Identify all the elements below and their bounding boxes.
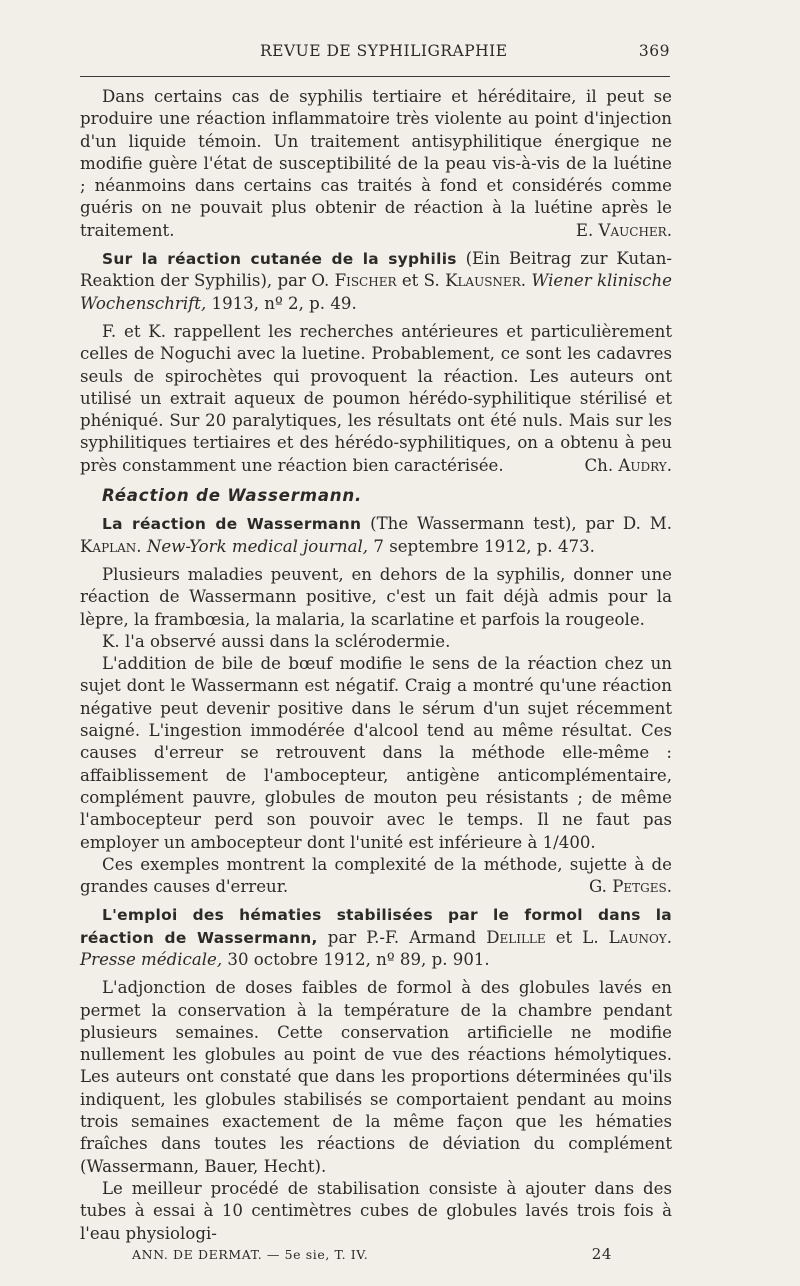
journal-name: Wiener klinische Wochenschrift,	[80, 271, 672, 313]
journal-name: Presse médicale,	[80, 949, 223, 969]
page-footer	[132, 1247, 612, 1269]
article-paragraph: Ces exemples montrent la complexité de la méthode, sujette à de grandes causes d'erreur. G. Petges.	[80, 854, 672, 899]
article-heading: Sur la réaction cutanée de la syphilis (Ein Beitrag zur Kutan-Reaktion der Syphilis), par O. Fischer et S. Klausner. Wiener klinische Wochenschrift, 1913, nº 2, p. 49.	[80, 249, 672, 313]
signature: G. Petges.	[588, 877, 672, 897]
article-heading: L'emploi des hématies stabilisées par le formol dans la réaction de Wassermann, par P.-F. Armand Delille et L. Launoy. Presse médicale, 30 octobre 1912, nº 89, p. 901.	[80, 906, 673, 969]
footer-sheet-number: 24	[591, 1245, 612, 1263]
prev-article-text: Dans certains cas de syphilis tertiaire et héréditaire, il peut se produire une réaction inflammatoire très violente au point d'injection d'un liquide témoin. Un traitement antisyphilitique énergique ne modifie guère l'état de susceptibilité de la peau vis-à-vis de la luétine ; néanmoins dans certains cas traités à fond et considérés comme guéris on ne pouvait plus obtenir de réaction à la luétine après le traitement. E. Vaucher.	[80, 86, 672, 242]
article-paragraph: K. l'a observé aussi dans la sclérodermie.	[102, 631, 451, 651]
page-number: 369	[638, 42, 670, 60]
article-heading: La réaction de Wassermann (The Wassermann test), par D. M. Kaplan. New-York medical journal, 7 septembre 1912, p. 473.	[80, 514, 672, 556]
signature: Ch. Audry.	[584, 455, 672, 475]
signature: E. Vaucher.	[575, 220, 672, 240]
article-title: Sur la réaction cutanée de la syphilis	[102, 250, 457, 269]
article-title: La réaction de Wassermann	[102, 515, 362, 534]
article-paragraph: Plusieurs maladies peuvent, en dehors de la syphilis, donner une réaction de Wassermann positive, c'est un fait déjà admis pour la lèpre, la frambœsia, la malaria, la scarlatine et parfois la rougeole.	[80, 564, 672, 629]
article-paragraph: L'addition de bile de bœuf modifie le sens de la réaction chez un sujet dont le Wassermann est négatif. Craig a montré qu'une réaction négative peut devenir positive dans le sérum d'un sujet récemment saigné. L'ingestion immodérée d'alcool tend au même résultat. Ces causes d'erreur se retrouvent dans la méthode elle-même : affaiblissement de l'ambocepteur, antigène anticomplémentaire, complément pauvre, globules de mouton peu résistants ; de même l'ambocepteur perd son pouvoir avec le temps. Il ne faut pas employer un ambocepteur dont l'unité est inférieure à 1/400.	[80, 654, 672, 852]
journal-name: New-York medical journal,	[141, 536, 369, 556]
article-title: L'emploi des hématies stabilisées par le formol dans la réaction de Wassermann,	[80, 906, 672, 947]
header-rule	[80, 76, 670, 77]
footer-signature: ANN. DE DERMAT. — 5e sie, T. IV.	[132, 1247, 369, 1262]
article-paragraph: Le meilleur procédé de stabilisation consiste à ajouter dans des tubes à essai à 10 centimètres cubes de globules lavés trois fois à l'eau physiologi-	[80, 1178, 672, 1243]
article-text: F. et K. rappellent les recherches antérieures et particulièrement celles de Noguchi avec la luetine. Probablement, ce sont les cadavres seuls de spirochètes qui provoquent la réaction. Les auteurs ont utilisé un extrait aqueux de poumon hérédo-syphilitique stérilisé et phéniqué. Sur 20 paralytiques, les résultats ont été nuls. Mais sur les syphilitiques tertiaires et des hérédo-syphilitiques, on a obtenu à peu près constamment une réaction bien caractérisée. Ch. Audry.	[80, 321, 672, 477]
article-paragraph: L'adjonction de doses faibles de formol à des globules lavés en permet la conservation à la température de la chambre pendant plusieurs semaines. Cette conservation artificielle ne modifie nullement les globules au point de vue des réactions hémolytiques. Les auteurs ont constaté que dans les proportions déterminées qu'ils indiquent, les globules stabilisés se comportaient pendant au moins trois semaines exactement de la même façon que les hématies fraîches dans toutes les réactions de déviation du complément (Wassermann, Bauer, Hecht).	[80, 978, 672, 1176]
page-body	[80, 86, 672, 1245]
section-title: Réaction de Wassermann.	[102, 486, 363, 506]
journal-title: REVUE DE SYPHILIGRAPHIE	[260, 42, 508, 60]
running-header	[80, 42, 670, 68]
